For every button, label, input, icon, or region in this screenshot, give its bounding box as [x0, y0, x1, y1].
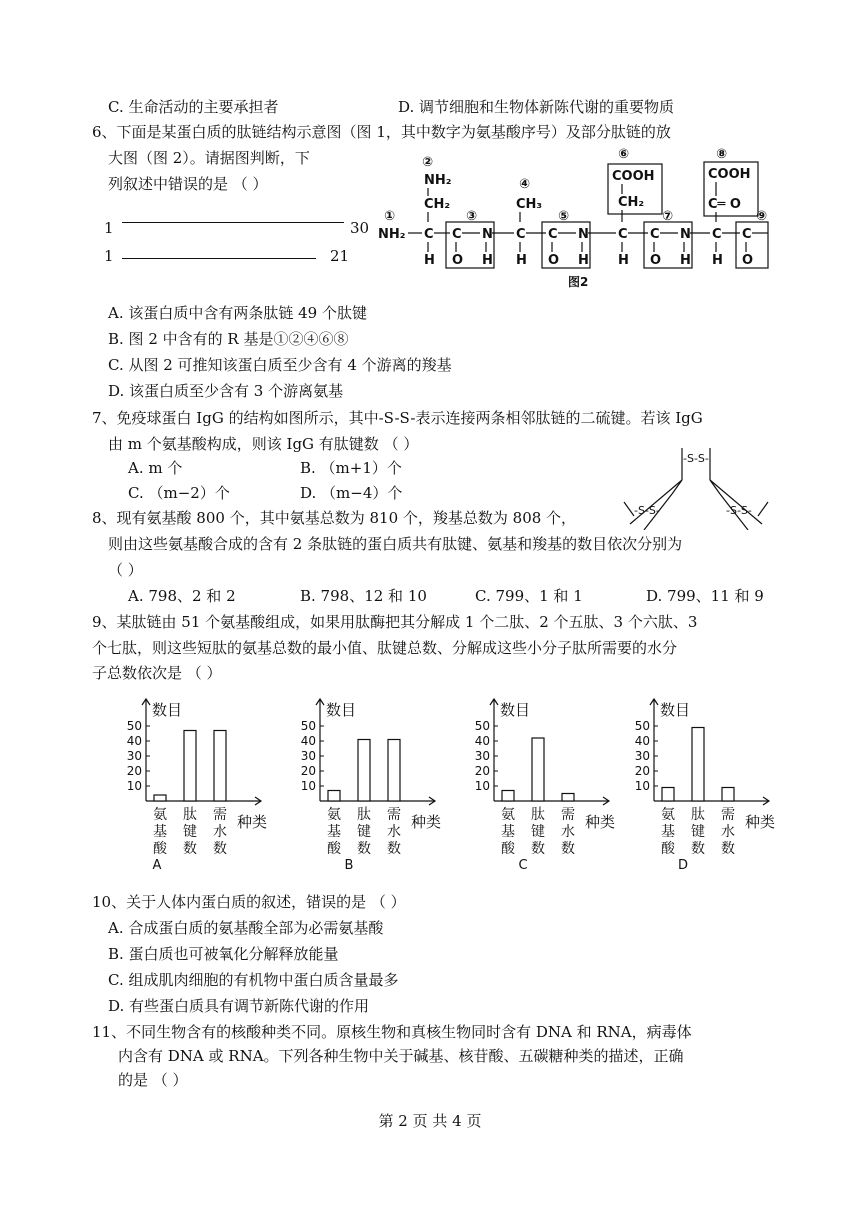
category-label-char: 氨	[153, 807, 167, 823]
category-label-char: 肽	[183, 807, 197, 823]
category-label-char: 基	[501, 824, 515, 840]
y-tick-label: 50	[474, 719, 490, 733]
q6-stem-line2: 大图（图 2）。请据图判断，下	[108, 149, 310, 167]
category-label-char: 数	[183, 841, 197, 857]
q9-stem-line3: 子总数依次是 （ ）	[92, 664, 222, 682]
chart-d	[616, 695, 790, 875]
cooh-6: COOH	[612, 169, 655, 184]
category-label-char: 基	[661, 824, 675, 840]
category-label-char: 键	[691, 824, 705, 840]
y-tick-label: 30	[126, 749, 142, 763]
ch3: CH₃	[516, 197, 543, 212]
q8-option-d: D. 799、11 和 9	[646, 587, 764, 605]
c-2: C	[548, 227, 558, 242]
o-2: O	[548, 253, 560, 268]
y-tick-label: 40	[126, 734, 142, 748]
category-label-char: 酸	[661, 841, 675, 857]
ss-right: -S-S-	[726, 504, 752, 517]
ca-3: C	[618, 227, 628, 242]
q7-option-d: D. （m−4）个	[300, 484, 403, 502]
chain1-line	[122, 222, 344, 223]
bar-1	[154, 795, 166, 801]
q10-option-d: D. 有些蛋白质具有调节新陈代谢的作用	[108, 997, 370, 1015]
h-7: H	[712, 253, 723, 268]
category-label-char: 氨	[327, 807, 341, 823]
q6-option-d: D. 该蛋白质至少含有 3 个游离氨基	[108, 382, 344, 400]
category-label-char: 氨	[661, 807, 675, 823]
chart-c	[456, 695, 626, 875]
o-4: O	[742, 253, 754, 268]
ss-top: -S-S-	[683, 452, 709, 465]
category-label-char: 肽	[691, 807, 705, 823]
chart-b	[282, 695, 452, 875]
y-axis-label: 数目	[660, 701, 691, 719]
chart-option-label: A	[152, 858, 162, 873]
category-label-char: 需	[721, 807, 735, 823]
nh2-top: NH₂	[424, 173, 452, 188]
q7-option-a: A. m 个	[128, 459, 183, 477]
bar-3	[722, 788, 734, 802]
label-6: ⑥	[618, 147, 630, 162]
h-1: H	[424, 253, 435, 268]
n-3: N	[680, 227, 691, 242]
ca-4: C	[712, 227, 722, 242]
category-label-char: 水	[721, 824, 735, 840]
y-axis-label: 数目	[326, 701, 357, 719]
ch2-b: CH₂	[618, 195, 645, 210]
category-label-char: 数	[691, 841, 705, 857]
c-3: C	[650, 227, 660, 242]
y-tick-label: 30	[634, 749, 650, 763]
y-axis-label: 数目	[500, 701, 531, 719]
category-label-char: 需	[561, 807, 575, 823]
nh2-left: NH₂	[378, 227, 406, 242]
label-5: ⑤	[558, 209, 570, 224]
ss-left: -S-S-	[634, 504, 660, 517]
category-label-char: 基	[153, 824, 167, 840]
bar-2	[358, 740, 370, 802]
bar-2	[184, 731, 196, 802]
ch2-a: CH₂	[424, 197, 451, 212]
y-tick-label: 40	[300, 734, 316, 748]
q5-option-d: D. 调节细胞和生物体新陈代谢的重要物质	[398, 98, 675, 116]
category-label-char: 数	[531, 841, 545, 857]
category-label-char: 氨	[501, 807, 515, 823]
bar-3	[388, 740, 400, 802]
q8-stem-line1: 8、现有氨基酸 800 个，其中氨基总数为 810 个，羧基总数为 808 个，	[92, 509, 577, 527]
category-label-char: 键	[357, 824, 371, 840]
category-label-char: 数	[387, 841, 401, 857]
chart-option-label: D	[677, 858, 689, 873]
fig2-label: 图2	[568, 275, 589, 289]
c-4: C	[742, 227, 752, 242]
q6-stem-line3: 列叙述中错误的是 （ ）	[108, 175, 268, 193]
chain1-start: 1	[104, 219, 114, 237]
category-label-char: 酸	[153, 841, 167, 857]
chart-option-label: C	[518, 858, 528, 873]
page-footer: 第 2 页 共 4 页	[378, 1112, 482, 1130]
category-label-char: 数	[357, 841, 371, 857]
ca-1: C	[424, 227, 434, 242]
category-label-char: 肽	[357, 807, 371, 823]
q10-option-b: B. 蛋白质也可被氧化分解释放能量	[108, 945, 339, 963]
bar-3	[214, 731, 226, 802]
category-label-char: 数	[561, 841, 575, 857]
q10-option-c: C. 组成肌肉细胞的有机物中蛋白质含量最多	[108, 971, 399, 989]
category-label-char: 基	[327, 824, 341, 840]
c-eq-o: C═ O	[708, 197, 741, 212]
h-2: H	[482, 253, 493, 268]
q5-option-c: C. 生命活动的主要承担者	[108, 98, 279, 116]
label-1: ①	[384, 209, 396, 224]
category-label-char: 水	[213, 824, 227, 840]
y-tick-label: 30	[474, 749, 490, 763]
label-7: ⑦	[662, 209, 674, 224]
q6-option-b: B. 图 2 中含有的 R 基是①②④⑥⑧	[108, 330, 349, 348]
y-tick-label: 50	[300, 719, 316, 733]
y-tick-label: 30	[300, 749, 316, 763]
y-tick-label: 40	[474, 734, 490, 748]
q7-stem-line1: 7、免疫球蛋白 IgG 的结构如图所示，其中-S-S-表示连接两条相邻肽链的二硫键。若该 IgG	[92, 409, 703, 427]
chain2-end: 21	[330, 247, 350, 265]
o-3: O	[650, 253, 662, 268]
category-label-char: 键	[531, 824, 545, 840]
q8-option-b: B. 798、12 和 10	[300, 587, 427, 605]
bar-2	[532, 738, 544, 801]
category-label-char: 数	[721, 841, 735, 857]
bar-2	[692, 728, 704, 802]
q8-option-a: A. 798、2 和 2	[128, 587, 236, 605]
chain2-start: 1	[104, 247, 114, 265]
q11-stem-line1: 11、不同生物含有的核酸种类不同。原核生物和真核生物同时含有 DNA 和 RNA，病毒体	[92, 1023, 692, 1041]
chart-option-label: B	[344, 858, 354, 873]
y-axis-label: 数目	[152, 701, 183, 719]
chain2-line	[122, 258, 316, 259]
category-label-char: 酸	[327, 841, 341, 857]
h-6: H	[680, 253, 691, 268]
y-tick-label: 20	[634, 764, 650, 778]
q8-stem-line2: 则由这些氨基酸合成的含有 2 条肽链的蛋白质共有肽键、氨基和羧基的数目依次分别为	[108, 535, 683, 553]
y-tick-label: 10	[634, 779, 650, 793]
x-axis-label: 种类	[237, 813, 268, 831]
q11-stem-line3: 的是 （ ）	[118, 1071, 188, 1089]
q9-stem-line2: 个七肽，则这些短肽的氨基总数的最小值、肽键总数、分解成这些小分子肽所需要的水分	[92, 639, 678, 657]
q7-option-b: B. （m+1）个	[300, 459, 402, 477]
label-4: ④	[519, 177, 531, 192]
q7-stem-line2: 由 m 个氨基酸构成，则该 IgG 有肽键数 （ ）	[108, 435, 419, 453]
q11-stem-line2: 内含有 DNA 或 RNA。下列各种生物中关于碱基、核苷酸、五碳糖种类的描述，正确	[118, 1047, 684, 1065]
h-5: H	[618, 253, 629, 268]
y-tick-label: 20	[474, 764, 490, 778]
y-tick-label: 50	[126, 719, 142, 733]
y-tick-label: 20	[126, 764, 142, 778]
bar-1	[502, 791, 514, 802]
category-label-char: 酸	[501, 841, 515, 857]
category-label-char: 键	[183, 824, 197, 840]
chart-a	[108, 695, 278, 875]
category-label-char: 数	[213, 841, 227, 857]
ca-2: C	[516, 227, 526, 242]
peptide-structure-figure	[378, 142, 788, 292]
n-1: N	[482, 227, 493, 242]
igg-structure-figure	[620, 440, 770, 530]
y-tick-label: 10	[300, 779, 316, 793]
q10-option-a: A. 合成蛋白质的氨基酸全部为必需氨基酸	[108, 919, 384, 937]
y-tick-label: 40	[634, 734, 650, 748]
x-axis-label: 种类	[585, 813, 616, 831]
bar-1	[328, 791, 340, 802]
x-axis-label: 种类	[411, 813, 442, 831]
h-4: H	[578, 253, 589, 268]
category-label-char: 水	[387, 824, 401, 840]
category-label-char: 水	[561, 824, 575, 840]
x-axis-label: 种类	[745, 813, 776, 831]
q8-option-c: C. 799、1 和 1	[475, 587, 583, 605]
y-tick-label: 10	[126, 779, 142, 793]
c-1: C	[452, 227, 462, 242]
q8-stem-line3: （ ）	[108, 561, 143, 579]
q9-stem-line1: 9、某肽链由 51 个氨基酸组成，如果用肽酶把其分解成 1 个二肽、2 个五肽、3 个六肽、3	[92, 613, 698, 631]
q7-option-c: C. （m−2）个	[128, 484, 230, 502]
category-label-char: 需	[387, 807, 401, 823]
bar-3	[562, 794, 574, 802]
label-8: ⑧	[716, 147, 728, 162]
category-label-char: 需	[213, 807, 227, 823]
n-2: N	[578, 227, 589, 242]
q6-option-c: C. 从图 2 可推知该蛋白质至少含有 4 个游离的羧基	[108, 356, 452, 374]
y-tick-label: 10	[474, 779, 490, 793]
h-3: H	[516, 253, 527, 268]
cooh-8: COOH	[708, 167, 751, 182]
label-9: ⑨	[756, 209, 768, 224]
chain1-end: 30	[350, 219, 370, 237]
q6-option-a: A. 该蛋白质中含有两条肽链 49 个肽键	[108, 304, 367, 322]
label-2: ②	[422, 155, 434, 170]
y-tick-label: 20	[300, 764, 316, 778]
y-tick-label: 50	[634, 719, 650, 733]
q6-stem-line1: 6、下面是某蛋白质的肽链结构示意图（图 1，其中数字为氨基酸序号）及部分肽链的放	[92, 123, 671, 141]
q10-stem: 10、关于人体内蛋白质的叙述，错误的是 （ ）	[92, 893, 406, 911]
o-1: O	[452, 253, 464, 268]
bar-1	[662, 788, 674, 802]
category-label-char: 肽	[531, 807, 545, 823]
label-3: ③	[466, 209, 478, 224]
